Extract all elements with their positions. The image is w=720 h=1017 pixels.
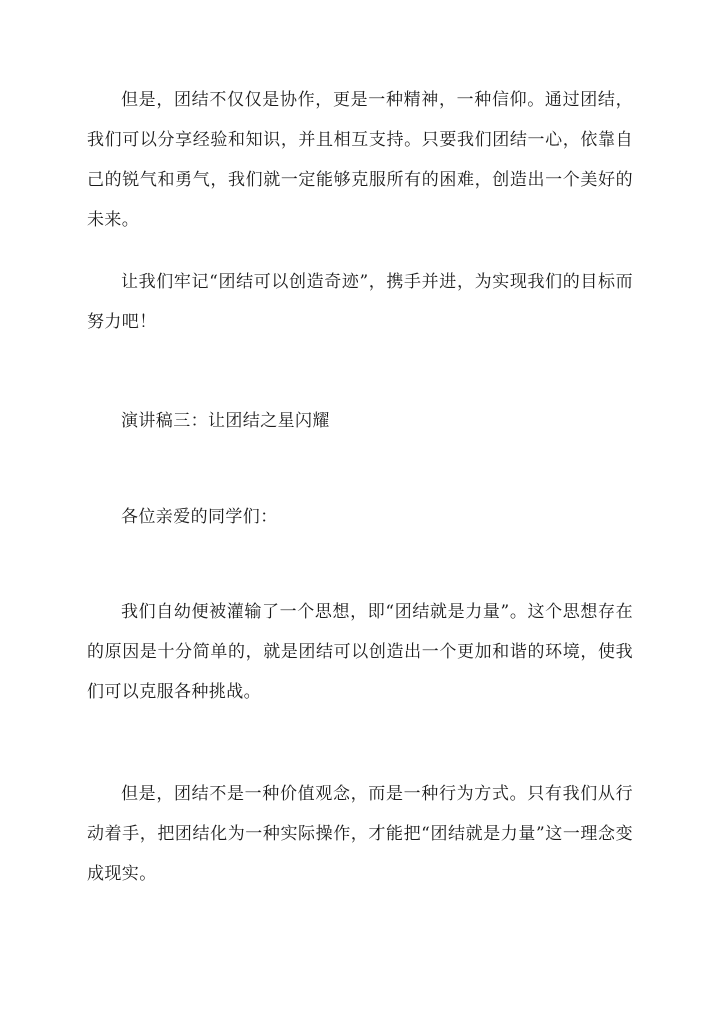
paragraph-unity-is-strength: 我们自幼便被灌输了一个思想，即“团结就是力量”。这个思想存在的原因是十分简单的，就是团结可以创造出一个更加和谐的环境，使我们可以克服各种挑战。 <box>87 602 633 702</box>
paragraph-unity-in-action: 但是，团结不是一种价值观念，而是一种行为方式。只有我们从行动着手，把团结化为一种实际操作，才能把“团结就是力量”这一理念变成现实。 <box>87 784 633 884</box>
speech-greeting: 各位亲爱的同学们： <box>121 507 278 527</box>
paragraph-remember-unity: 让我们牢记“团结可以创造奇迹”，携手并进，为实现我们的目标而努力吧！ <box>87 272 633 332</box>
speech-three-title: 演讲稿三：让团结之星闪耀 <box>121 411 330 431</box>
paragraph-unity-spirit: 但是，团结不仅仅是协作，更是一种精神，一种信仰。通过团结，我们可以分享经验和知识，并且相互支持。只要我们团结一心，依靠自己的锐气和勇气，我们就一定能够克服所有的困难，创造出一个美好的未来。 <box>87 90 633 230</box>
